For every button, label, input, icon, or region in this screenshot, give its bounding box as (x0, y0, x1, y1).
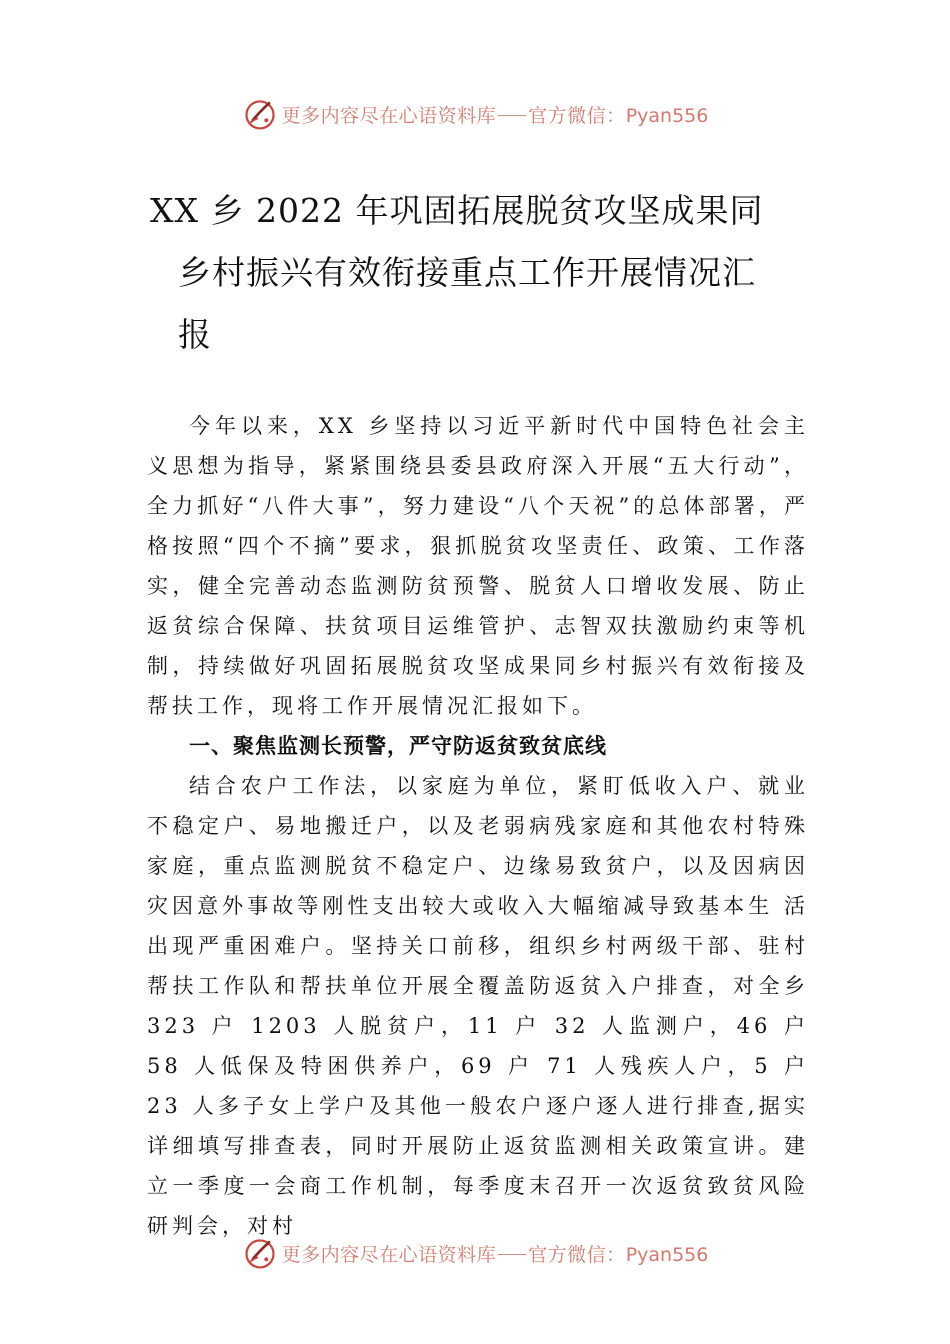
watermark-text (282, 101, 709, 128)
watermark-header (0, 92, 950, 136)
watermark-brand: 更多内容尽在心语资料库 (281, 1243, 497, 1266)
watermark-text (282, 1240, 709, 1267)
document-body (147, 406, 809, 1246)
section-1-paragraph: 结合农户工作法，以家庭为单位，紧盯低收入户、就业不稳定户、易地搬迁户，以及老弱病残家庭和其他农村特殊家庭，重点监测脱贫不稳定户、边缘易致贫户，以及因病因 灾因意外事故等刚性支出较大或收入大幅缩减导致基本生 活出现严重困难户。坚持关口前移，组织乡村两级干部、驻村帮扶工作队和帮扶单位开展全覆盖防返贫入户排查，对全乡 323 户 1203 人脱贫户，11 户 32 人监测户，46 户 58 人低保及特困供养户，69 户 71 人残疾人户，5 户 23 人多子女上学户及其他一般农户逐户逐人进行排查,据实详细填写排查表，同时开展防止返贫监测相关政策宣讲。建立一季度一会商工作机制，每季度末召开一次返贫致贫风险研判会，对村 (147, 774, 809, 1238)
watermark-dash (498, 115, 526, 116)
intro-paragraph: 今年以来，XX 乡坚持以习近平新时代中国特色社会主义思想为指导，紧紧围绕县委县政府深入开展“五大行动”，全力抓好“八件大事”，努力建设“八个天祝”的总体部署，严格按照“四个不摘”要求，狠抓脱贫攻坚责任、政策、工作落实，健全完善动态监测防贫预警、脱贫人口增收发展、防止返贫综合保障、扶贫项目运维管护、志智双扶激励约束等机制，持续做好巩固拓展脱贫攻坚成果同乡村振兴有效衔接及帮扶工作，现将工作开展情况汇报如下。 (147, 414, 809, 718)
document-title (150, 180, 810, 366)
watermark-wechat-id: Pyan556 (625, 104, 709, 127)
watermark-footer (0, 1231, 950, 1275)
title-line-3: 报 (178, 315, 212, 354)
brush-logo-icon (242, 96, 278, 132)
watermark-wechat-id: Pyan556 (625, 1243, 709, 1266)
title-line-2: 乡村振兴有效衔接重点工作开展情况汇 (178, 253, 756, 292)
watermark-suffix: 官方微信： (528, 1243, 626, 1266)
brush-logo-icon (242, 1235, 278, 1271)
watermark-brand: 更多内容尽在心语资料库 (281, 104, 497, 127)
section-1-heading: 一、聚焦监测长预警，严守防返贫致贫底线 (189, 734, 607, 758)
watermark-dash (498, 1254, 526, 1255)
watermark-suffix: 官方微信： (528, 104, 626, 127)
title-line-1: XX 乡 2022 年巩固拓展脱贫攻坚成果同 (150, 191, 764, 230)
